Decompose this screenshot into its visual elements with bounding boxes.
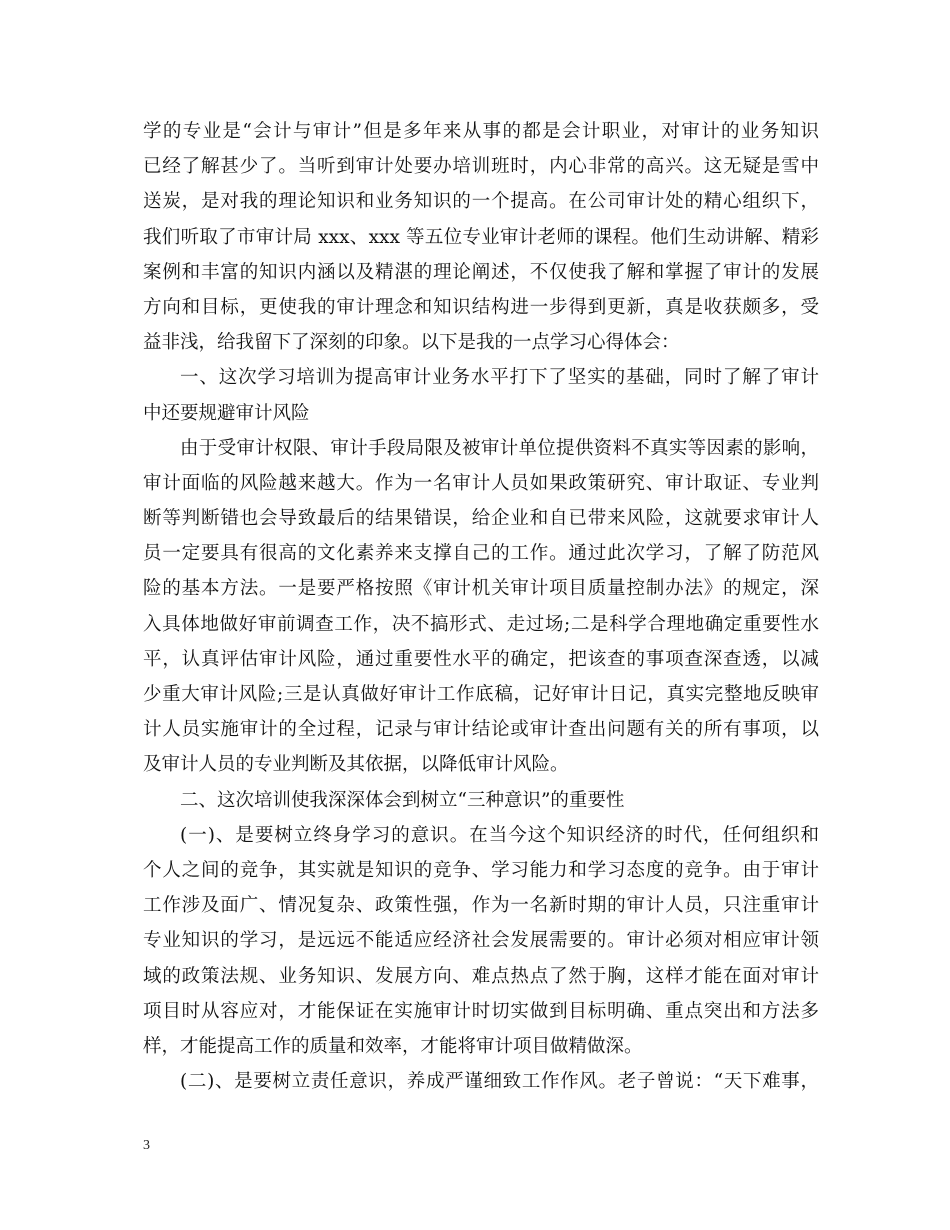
- text-line: 工作涉及面广、情况复杂、政策性强，作为一名新时期的审计人员，只注重审计: [143, 895, 819, 917]
- text-line: 域的政策法规、业务知识、发展方向、难点热点了然于胸，这样才能在面对审计: [143, 965, 819, 987]
- text-line: 员一定要具有很高的文化素养来支撑自己的工作。通过此次学习，了解了防范风: [143, 543, 819, 565]
- text-line: 及审计人员的专业判断及其依据，以降低审计风险。: [143, 754, 569, 776]
- text-line: 个人之间的竞争，其实就是知识的竞争、学习能力和学习态度的竞争。由于审计: [143, 859, 819, 881]
- text-line: 入具体地做好审前调查工作，决不搞形式、走过场;二是科学合理地确定重要性水: [143, 613, 819, 635]
- text-line: 专业知识的学习，是远远不能适应经济社会发展需要的。审计必须对相应审计领: [143, 930, 819, 952]
- text-line: 中还要规避审计风险: [143, 402, 310, 424]
- text-line: 平，认真评估审计风险，通过重要性水平的确定，把该查的事项查深查透，以减: [143, 648, 819, 670]
- text-line: 由于受审计权限、审计手段局限及被审计单位提供资料不真实等因素的影响，: [180, 437, 819, 459]
- text-line: (二)、是要树立责任意识，养成严谨细致工作作风。老子曾说：“天下难事，: [180, 1071, 819, 1093]
- text-line: 险的基本方法。一是要严格按照《审计机关审计项目质量控制办法》的规定，深: [143, 578, 819, 600]
- text-line: 少重大审计风险;三是认真做好审计工作底稿，记好审计日记，真实完整地反映审: [143, 684, 819, 705]
- text-line: 送炭，是对我的理论知识和业务知识的一个提高。在公司审计处的精心组织下，: [143, 191, 819, 213]
- text-line: 断等判断错也会导致最后的结果错误，给企业和自已带来风险，这就要求审计人: [143, 508, 819, 530]
- text-line: 案例和丰富的知识内涵以及精湛的理论阐述，不仅使我了解和掌握了审计的发展: [143, 261, 819, 283]
- text-line: 二、这次培训使我深深体会到树立“三种意识”的重要性: [180, 789, 625, 811]
- text-line: 计人员实施审计的全过程，记录与审计结论或审计查出问题有关的所有事项，以: [143, 719, 819, 741]
- text-line: 我们听取了市审计局 xxx、xxx 等五位专业审计老师的课程。他们生动讲解、精彩: [143, 226, 819, 248]
- text-line: 项目时从容应对，才能保证在实施审计时切实做到目标明确、重点突出和方法多: [143, 1000, 819, 1022]
- text-line: 学的专业是“会计与审计”但是多年来从事的都是会计职业，对审计的业务知识: [143, 121, 819, 142]
- text-line: 已经了解甚少了。当听到审计处要办培训班时，内心非常的高兴。这无疑是雪中: [143, 156, 819, 178]
- text-line: 一、这次学习培训为提高审计业务水平打下了坚实的基础，同时了解了审计: [180, 367, 819, 389]
- text-line: 样，才能提高工作的质量和效率，才能将审计项目做精做深。: [143, 1035, 643, 1057]
- page-number: 3: [143, 1138, 150, 1153]
- text-line: 审计面临的风险越来越大。作为一名审计人员如果政策研究、审计取证、专业判: [143, 472, 819, 494]
- document-body: [143, 114, 819, 1099]
- text-line: (一)、是要树立终身学习的意识。在当今这个知识经济的时代，任何组织和: [180, 824, 819, 846]
- text-line: 方向和目标，更使我的审计理念和知识结构进一步得到更新，真是收获颇多，受: [143, 296, 819, 318]
- text-line: 益非浅，给我留下了深刻的印象。以下是我的一点学习心得体会：: [143, 332, 680, 354]
